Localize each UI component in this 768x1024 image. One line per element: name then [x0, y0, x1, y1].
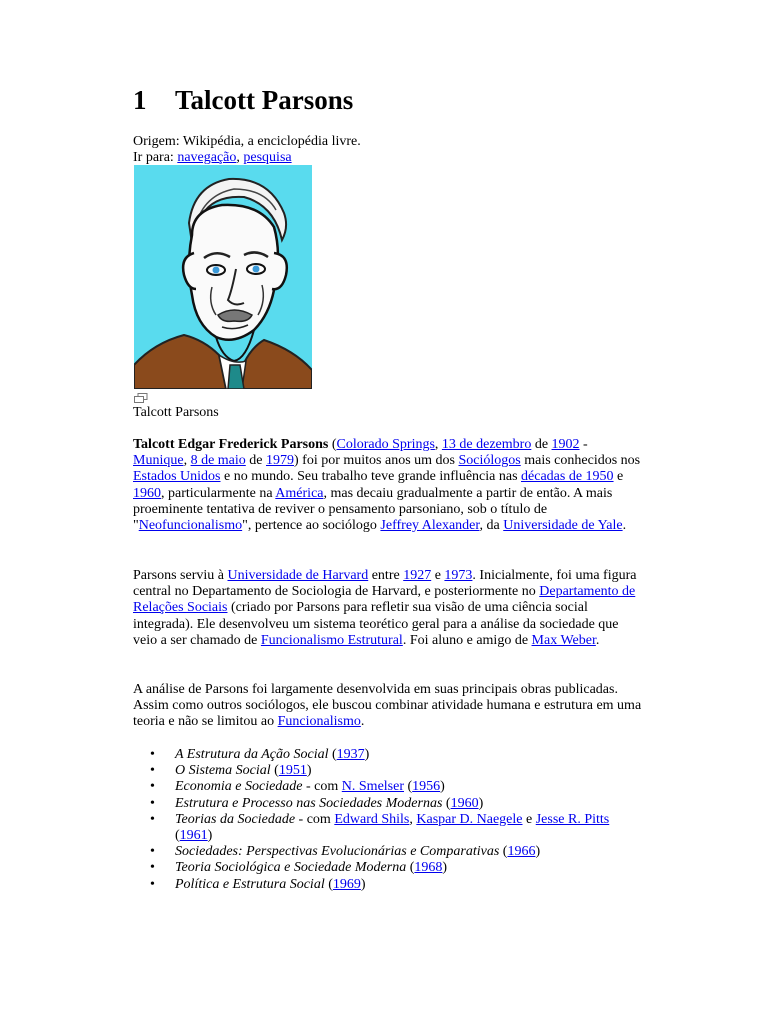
- intro-paragraph: Talcott Edgar Frederick Parsons (Colorado Springs, 13 de dezembro de 1902 - Munique, 8 de maio de 1979) foi por muitos anos um dos Sociólogos mais conhecidos nos Estados Unidos e no mundo. Seu trabalho teve grande influência nas décadas de 1950 e 1960, particularmente na América, mas decaiu gradualmente a partir de então. A mais proeminente tentativa de reviver o pensamento parsoniano, sob o título de "Neofuncionalismo", pertence ao sociólogo Jeffrey Alexander, da Universidade de Yale.: [133, 437, 641, 534]
- subject-name: Talcott Edgar Frederick Parsons: [133, 437, 329, 452]
- link-year[interactable]: 1960: [450, 795, 479, 811]
- work-title: Estrutura e Processo nas Sociedades Modernas: [175, 795, 443, 811]
- work-title: A Estrutura da Ação Social: [175, 747, 329, 762]
- work-title: Teorias da Sociedade: [175, 811, 296, 827]
- link-year[interactable]: 1969: [332, 876, 361, 892]
- image-caption: Talcott Parsons: [133, 405, 219, 420]
- link-1927[interactable]: 1927: [403, 568, 432, 583]
- link-year[interactable]: 1961: [179, 828, 208, 844]
- link-year[interactable]: 1966: [507, 844, 536, 860]
- list-item: • Sociedades: Perspectivas Evolucionárias e Comparativas (1966): [133, 844, 643, 860]
- link-max-weber[interactable]: Max Weber: [531, 632, 596, 648]
- list-item: • O Sistema Social (1951): [133, 763, 643, 779]
- list-item: • Teorias da Sociedade - com Edward Shils, Kaspar D. Naegele e Jesse R. Pitts (1961): [133, 812, 643, 844]
- link-year[interactable]: 1951: [278, 763, 307, 779]
- link-coauthor[interactable]: Jesse R. Pitts: [535, 811, 610, 827]
- link-neofuncionalismo[interactable]: Neofuncionalismo: [138, 518, 243, 534]
- analysis-paragraph: A análise de Parsons foi largamente desenvolvida em suas principais obras publicadas. Assim como outros sociólogos, ele buscou combinar atividade humana e estrutura em uma teoria e não se limitou ao Funcionalismo.: [133, 682, 642, 730]
- link-year[interactable]: 1956: [412, 779, 441, 795]
- navigation-link[interactable]: navegação: [177, 150, 237, 165]
- works-list: [133, 747, 643, 893]
- title-text: Talcott Parsons: [175, 85, 354, 115]
- enlarge-icon[interactable]: [134, 393, 148, 403]
- link-america[interactable]: América: [275, 485, 324, 501]
- list-item: • Economia e Sociedade - com N. Smelser (1956): [133, 779, 643, 795]
- link-universidade-de-yale[interactable]: Universidade de Yale: [503, 518, 623, 534]
- link-colorado-springs[interactable]: Colorado Springs: [336, 437, 435, 452]
- list-item: • A Estrutura da Ação Social (1937): [133, 747, 643, 763]
- link-1979[interactable]: 1979: [266, 453, 294, 469]
- link-sociologos[interactable]: Sociólogos: [458, 453, 521, 469]
- work-title: Sociedades: Perspectivas Evolucionárias e Comparativas: [175, 844, 500, 860]
- section-number: 1: [133, 85, 147, 115]
- jump-links: Ir para: navegação, pesquisa: [133, 150, 292, 165]
- link-coauthor[interactable]: N. Smelser: [341, 779, 404, 795]
- work-title: Teoria Sociológica e Sociedade Moderna: [175, 860, 407, 876]
- link-year[interactable]: 1968: [414, 860, 443, 876]
- link-year[interactable]: 1937: [336, 747, 365, 762]
- link-8-de-maio[interactable]: 8 de maio: [190, 453, 246, 469]
- work-title: Economia e Sociedade: [175, 779, 303, 795]
- link-jeffrey-alexander[interactable]: Jeffrey Alexander: [380, 518, 480, 534]
- link-universidade-de-harvard[interactable]: Universidade de Harvard: [227, 568, 369, 583]
- link-funcionalismo-estrutural[interactable]: Funcionalismo Estrutural: [260, 632, 403, 648]
- link-decadas-de-1950[interactable]: décadas de 1950: [521, 469, 614, 485]
- page-title: [133, 84, 353, 116]
- work-title: O Sistema Social: [175, 763, 271, 779]
- list-item: • Política e Estrutura Social (1969): [133, 877, 643, 893]
- link-1960[interactable]: 1960: [133, 485, 161, 501]
- link-coauthor[interactable]: Edward Shils: [334, 811, 410, 827]
- link-13-de-dezembro[interactable]: 13 de dezembro: [441, 437, 532, 452]
- origin-line: Origem: Wikipédia, a enciclopédia livre.: [133, 134, 361, 149]
- list-item: • Teoria Sociológica e Sociedade Moderna (1968): [133, 860, 643, 876]
- link-departamento-de-relacoes-sociais[interactable]: Departamento de Relações Sociais: [133, 584, 636, 616]
- link-estados-unidos[interactable]: Estados Unidos: [133, 469, 221, 485]
- link-funcionalismo[interactable]: Funcionalismo: [277, 714, 361, 730]
- link-coauthor[interactable]: Kaspar D. Naegele: [416, 811, 523, 827]
- link-1973[interactable]: 1973: [444, 568, 473, 583]
- link-1902[interactable]: 1902: [551, 437, 580, 452]
- harvard-paragraph: Parsons serviu à Universidade de Harvard entre 1927 e 1973. Inicialmente, foi uma figura central no Departamento de Sociologia de Harvard, e posteriormente no Departamento de Relações Sociais (criado por Parsons para refletir sua visão de uma ciência social integrada). Ele desenvolveu um sistema teorético geral para a análise da sociedade que veio a ser chamado de Funcionalismo Estrutural. Foi aluno e amigo de Max Weber.: [133, 568, 637, 648]
- search-link[interactable]: pesquisa: [243, 150, 292, 165]
- link-munique[interactable]: Munique: [133, 453, 184, 469]
- work-title: Política e Estrutura Social: [175, 876, 325, 892]
- portrait-image[interactable]: [134, 165, 312, 389]
- list-item: • Estrutura e Processo nas Sociedades Modernas (1960): [133, 796, 643, 812]
